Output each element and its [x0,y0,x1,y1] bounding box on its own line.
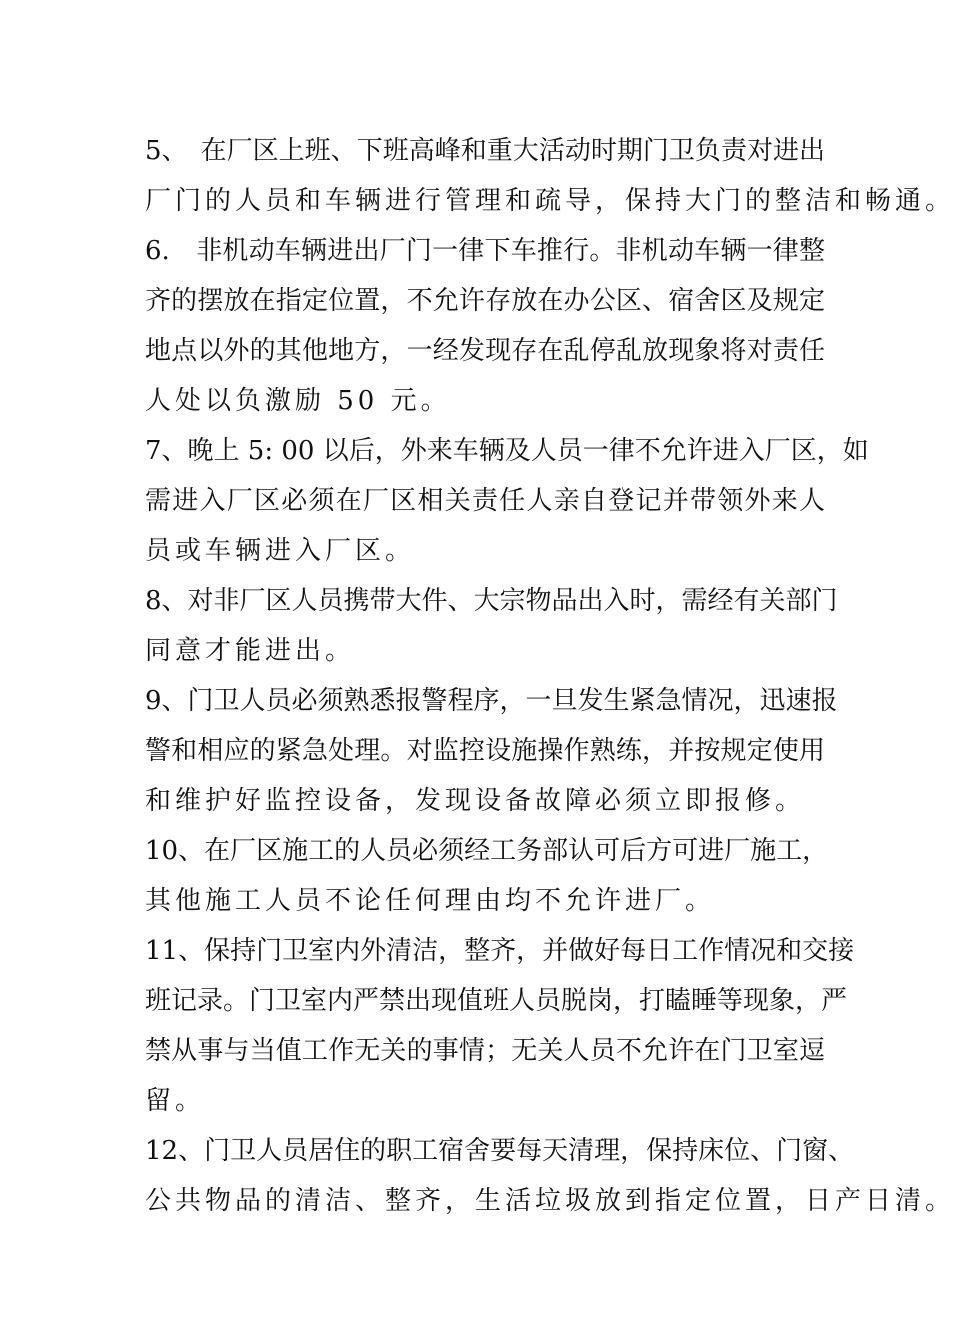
rule-7-line-2: 需进入厂区必须在厂区相关责任人亲自登记并带领外来人 [145,486,825,516]
rule-8-line-1: 8、对非厂区人员携带大件、大宗物品出入时，需经有关部门 [145,586,838,616]
rule-12-line-1: 12、门卫人员居住的职工宿舍要每天清理，保持床位、门窗、 [145,1136,855,1166]
rule-10-line-2: 其他施工人员不论任何理由均不允许进厂。 [145,886,716,916]
rule-9-line-2: 警和相应的紧急处理。对监控设施操作熟练，并按规定使用 [145,736,825,766]
rule-5-line-2: 厂门的人员和车辆进行管理和疏导，保持大门的整洁和畅通。 [145,186,955,216]
rule-11-line-4: 留。 [145,1086,206,1116]
rule-6-line-4: 人处以负激励 50 元。 [145,386,451,416]
rule-9-line-1: 9、门卫人员必须熟悉报警程序，一旦发生紧急情况，迅速报 [145,686,838,716]
rule-6-line-1: 6. 非机动车辆进出厂门一律下车推行。非机动车辆一律整 [145,236,825,266]
rule-8-line-2: 同意才能进出。 [145,636,356,666]
rule-11-line-2: 班记录。门卫室内严禁出现值班人员脱岗，打瞌睡等现象，严 [145,986,848,1016]
rule-11-line-3: 禁从事与当值工作无关的事情；无关人员不允许在门卫室逗 [145,1036,825,1066]
rule-6-line-3: 地点以外的其他地方，一经发现存在乱停乱放现象将对责任 [145,336,825,366]
rule-12-line-2: 公共物品的清洁、整齐，生活垃圾放到指定位置，日产日清。 [145,1186,955,1216]
rule-7-line-3: 员或车辆进入厂区。 [145,536,416,566]
rule-7-line-1: 7、晚上 5: 00 以后，外来车辆及人员一律不允许进入厂区，如 [145,436,869,466]
rule-5-line-1: 5、 在厂区上班、下班高峰和重大活动时期门卫负责对进出 [145,136,825,166]
rule-9-line-3: 和维护好监控设备，发现设备故障必须立即报修。 [145,786,806,816]
rule-11-line-1: 11、保持门卫室内外清洁，整齐，并做好每日工作情况和交接 [145,936,855,966]
rule-6-line-2: 齐的摆放在指定位置，不允许存放在办公区、宿舍区及规定 [145,286,825,316]
rule-10-line-1: 10、在厂区施工的人员必须经工务部认可后方可进厂施工， [145,836,829,866]
